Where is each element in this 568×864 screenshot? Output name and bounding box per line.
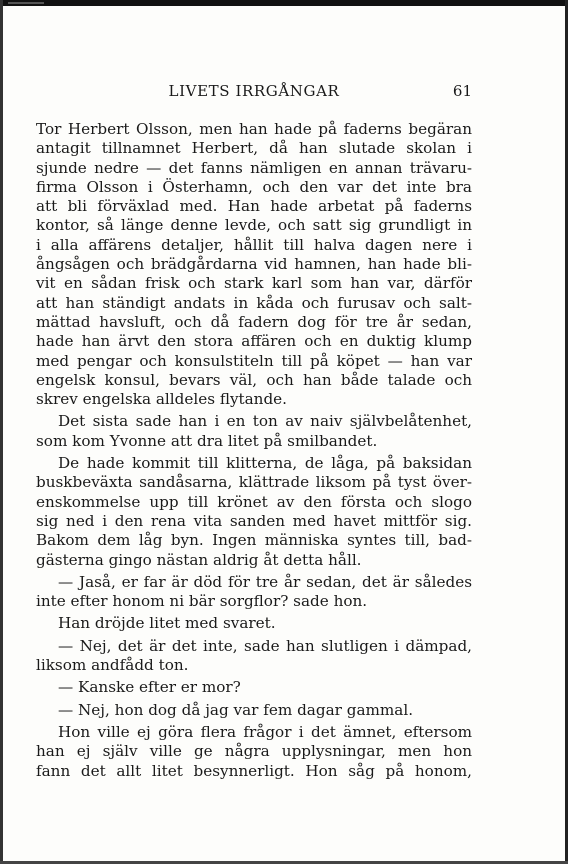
text-line: De hade kommit till klitterna, de låga, på baksidan [58,454,472,473]
text-line: skrev engelska alldeles flytande. [36,390,288,409]
text-line: — Kanske efter er mor? [58,678,241,697]
body-text [36,120,472,781]
text-line: enskommelse upp till krönet av den första och slogo [36,492,472,511]
text-line: — Jaså, er far är död för tre år sedan, det är således [58,572,472,591]
paragraph [36,454,472,570]
paragraph [36,637,472,676]
scan-corner-mark [8,2,44,4]
text-line: han ej själv ville ge några upplysningar, men hon [36,742,472,761]
text-line: ångsågen och brädgårdarna vid hamnen, han hade bli- [36,255,472,274]
paragraph [36,573,472,612]
text-line: Tor Herbert Olsson, men han hade på faderns begäran [36,120,472,138]
paragraph [36,120,472,409]
text-line: inte efter honom ni bär sorgflor? sade hon. [36,592,368,611]
text-line: hade han ärvt den stora affären och en duktig klump [36,332,472,351]
text-line: — Nej, det är det inte, sade han slutligen i dämpad, [58,636,472,655]
paragraph [36,701,472,720]
text-line: firma Olsson i Österhamn, och den var det inte bra [36,177,472,196]
text-line: att han ständigt andats in kåda och furusav och salt- [36,293,472,312]
text-line: att bli förväxlad med. Han hade arbetat på faderns [36,197,472,216]
text-line: engelsk konsul, bevars väl, och han både talade och [36,370,472,389]
paragraph [36,678,472,697]
text-line: sig ned i den rena vita sanden med havet mittför sig. [36,511,472,530]
running-title: LIVETS IRRGÅNGAR [168,82,340,100]
text-line: liksom andfådd ton. [36,656,189,675]
paragraph [36,723,472,781]
text-line: som kom Yvonne att dra litet på smilbandet. [36,431,378,450]
paragraph [36,614,472,633]
text-line: gästerna gingo nästan aldrig åt detta håll. [36,550,362,569]
text-line: Hon ville ej göra flera frågor i det ämnet, eftersom [58,722,472,741]
text-line: — Nej, hon dog då jag var fem dagar gammal. [58,700,414,719]
text-line: antagit tillnamnet Herbert, då han slutade skolan i [36,139,472,158]
text-line: buskbeväxta sandåsarna, klättrade liksom på tyst över- [36,473,472,492]
text-line: vit en sådan frisk och stark karl som han var, därför [36,274,472,293]
text-line: fann det allt litet besynnerligt. Hon såg på honom, [36,761,472,780]
page-number: 61 [452,82,472,100]
text-line: mättad havsluft, och då fadern dog för tre år sedan, [36,312,472,331]
running-head [36,82,472,100]
text-line: Det sista sade han i en ton av naiv självbelåtenhet, [58,412,472,431]
text-line: kontor, så länge denne levde, och satt sig grundligt in [36,216,472,235]
text-line: Han dröjde litet med svaret. [58,614,276,633]
scan-edge-top [0,0,568,6]
text-line: i alla affärens detaljer, hållit till halva dagen nere i [36,235,472,254]
paragraph [36,412,472,451]
scan-edge-left [0,0,3,864]
text-line: Bakom dem låg byn. Ingen människa syntes till, bad- [36,531,472,550]
text-line: med pengar och konsulstiteln till på köpet — han var [36,351,472,370]
text-line: sjunde nedre — det fanns nämligen en annan trävaru- [36,158,472,177]
